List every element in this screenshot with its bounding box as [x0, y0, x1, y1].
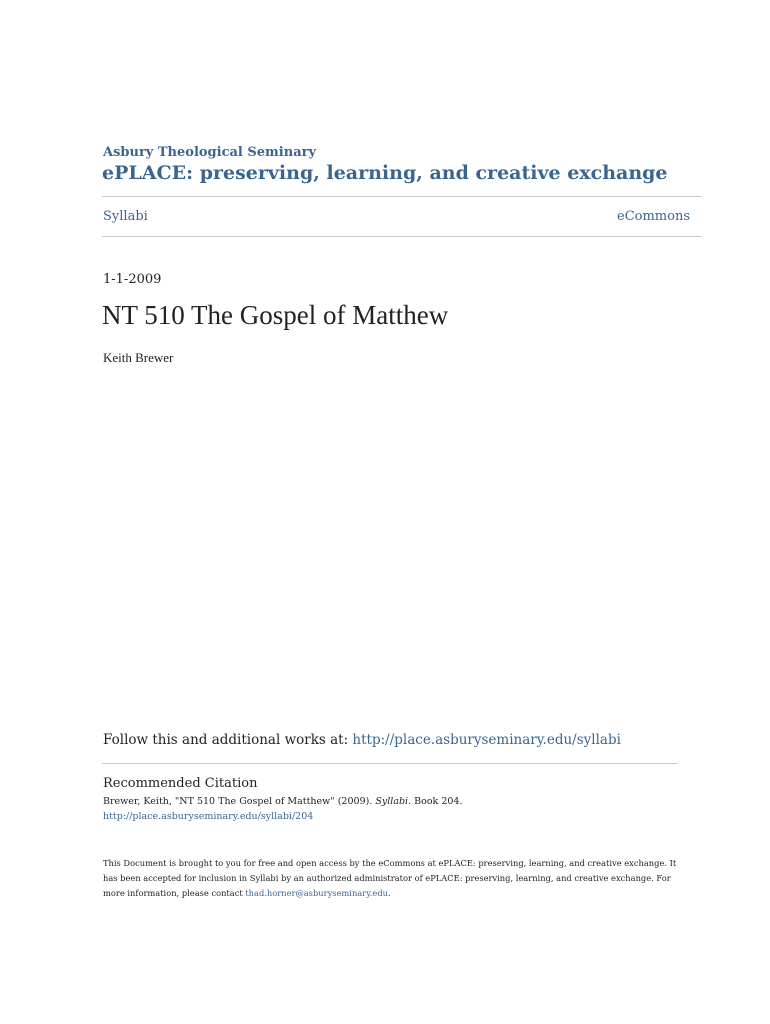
collection-link[interactable]: Syllabi: [103, 209, 148, 224]
citation-heading: Recommended Citation: [103, 776, 258, 791]
follow-divider: [102, 763, 678, 764]
follow-label: Follow this and additional works at:: [103, 732, 353, 748]
repository-title-link[interactable]: ePLACE: preserving, learning, and creative exchange: [102, 162, 668, 184]
document-author: Keith Brewer: [103, 350, 174, 365]
citation-text-after: . Book 204.: [408, 796, 463, 807]
document-title: NT 510 The Gospel of Matthew: [102, 300, 449, 330]
follow-line: [103, 732, 621, 748]
citation-url-link[interactable]: http://place.asburyseminary.edu/syllabi/204: [103, 811, 314, 822]
access-notice: [103, 856, 683, 901]
access-notice-end: .: [387, 888, 391, 898]
header-divider-bottom: [102, 236, 702, 237]
contact-email-link[interactable]: thad.horner@asburyseminary.edu: [245, 888, 388, 898]
header-divider-top: [102, 196, 702, 197]
citation-series: Syllabi: [375, 796, 409, 807]
access-notice-text: This Document is brought to you for free and open access by the eCommons at ePLACE: preserving, learning, and creative exchange. It has been accepted for inclusion in Syllabi by an authorized administrator of ePLACE: preserving, learning, and creative exchange. For more information, please contact: [103, 858, 677, 898]
ecommons-link[interactable]: eCommons: [617, 209, 690, 224]
citation-text-before: Brewer, Keith, "NT 510 The Gospel of Matthew" (2009).: [103, 796, 376, 807]
institution-name: Asbury Theological Seminary: [103, 145, 317, 160]
follow-url-link[interactable]: http://place.asburyseminary.edu/syllabi: [352, 732, 621, 748]
citation-text: [103, 796, 462, 807]
document-date: 1-1-2009: [103, 272, 162, 287]
